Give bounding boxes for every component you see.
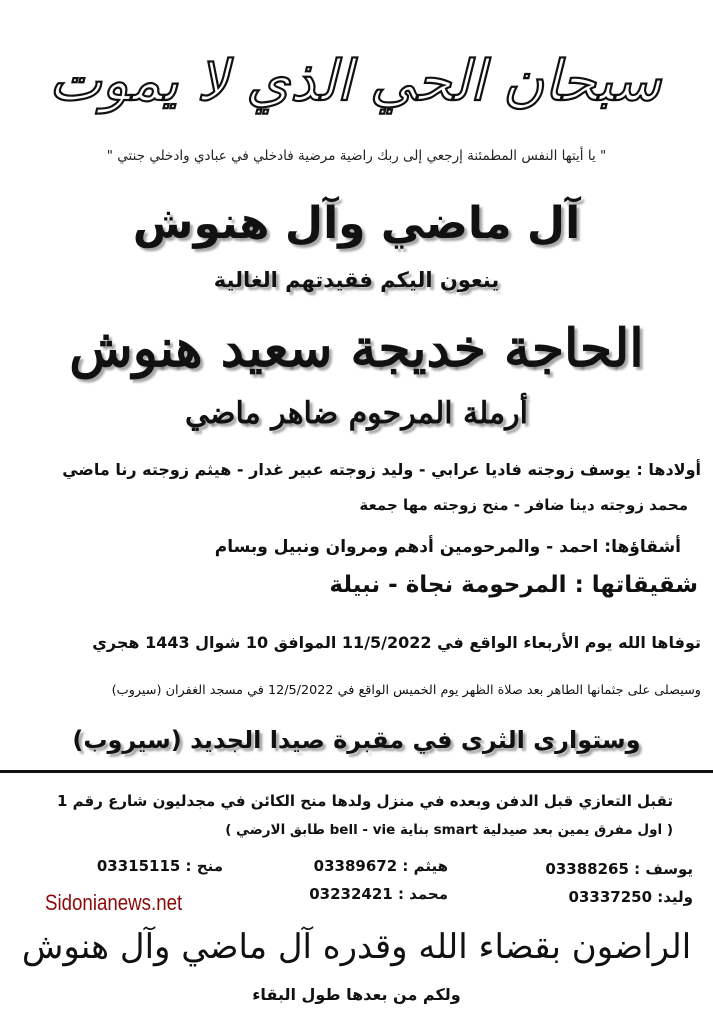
phone-manah: منح : 03315115 xyxy=(96,857,223,875)
closing-line: الراضون بقضاء الله وقدره آل ماضي وآل هنوش xyxy=(21,927,692,967)
calligraphy-text: سبحان الحي الذي لا يموت xyxy=(48,49,662,114)
announcement: ينعون اليكم فقيدتهم الغالية xyxy=(213,268,500,292)
prayer-notice: وسيصلى على جثمانها الطاهر بعد صلاة الظهر يوم الخميس الواقع في 12/5/2022 في مسجد الغفران (سيروب) xyxy=(111,683,701,698)
sons-line-1: أولادها : يوسف زوجته فاديا عرابي - وليد زوجته عبير غدار - هيثم زوجته رنا ماضي xyxy=(62,460,701,479)
widow-of: أرملة المرحوم ضاهر ماضي xyxy=(185,396,528,431)
sons-line-2: محمد زوجته دينا ضافر - منح زوجته مها جمعة xyxy=(359,496,688,514)
final-line: ولكم من بعدها طول البقاء xyxy=(252,985,461,1004)
quran-verse: " يا أيتها النفس المطمئنة إرجعي إلى ربك راضية مرضية فادخلي في عبادي وادخلي جنتي " xyxy=(106,148,607,164)
deceased-name: الحاجة خديجة سعيد هنوش xyxy=(69,318,644,379)
phone-mohammad: محمد : 03232421 xyxy=(309,885,448,903)
phone-haytham: هيثم : 03389672 xyxy=(313,857,448,875)
phone-walid: وليد: 03337250 xyxy=(568,888,693,906)
divider xyxy=(0,770,713,773)
phone-yousef: يوسف : 03388265 xyxy=(545,860,693,878)
burial-notice: وستوارى الثرى في مقبرة صيدا الجديد (سيروب) xyxy=(72,726,641,754)
sisters-line: شقيقاتها : المرحومة نجاة - نبيلة xyxy=(329,572,698,598)
calligraphy-art xyxy=(48,28,662,138)
brothers-line: أشقاؤها: احمد - والمرحومين أدهم ومروان ونبيل وبسام xyxy=(214,537,681,557)
condolences-line-1: تقبل التعازي قبل الدفن وبعده في منزل ولدها منح الكائن في مجدليون شارع رقم 1 xyxy=(57,792,673,810)
death-notice: توفاها الله يوم الأربعاء الواقع في 11/5/2022 الموافق 10 شوال 1443 هجري xyxy=(92,633,701,652)
site-watermark: Sidonianews.net xyxy=(45,890,183,915)
condolences-line-2: ( اول مفرق يمين بعد صيدلية smart بناية bell - vie طابق الارضي ) xyxy=(225,822,673,838)
families-title: آل ماضي وآل هنوش xyxy=(132,198,581,249)
calligraphy-header xyxy=(48,28,662,138)
